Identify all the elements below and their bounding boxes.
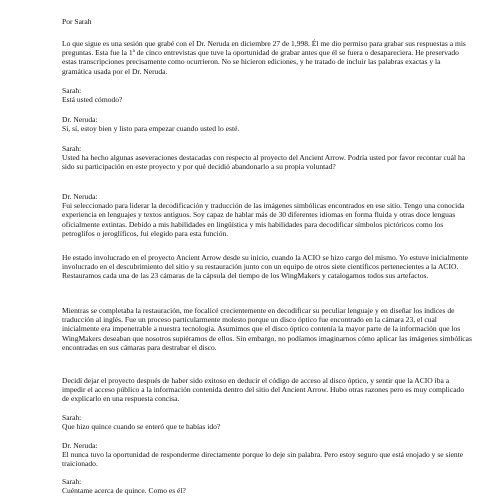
- dialogue-text: Cuéntame acerca de quince. Como es él?: [62, 486, 186, 496]
- dialogue-paragraph: Decidí dejar el proyecto después de haber sido exitoso en deducir el código de acceso al disco óptico, y sentir que la ACIO iba a impedir el acceso público a la información contenida dentro del sitio del Ancient Arrow. Hubo otras razones pero es muy complicado de explicarlo en una respuesta concisa.: [62, 376, 465, 404]
- dialogue-text: Fui seleccionado para liderar la decodificación y traducción de las imágenes simbólicas encontrados en ese sitio. Tengo una conocida experiencia en lenguajes y textos antiguos. Soy capaz de hablar más de 30 diferentes idiomas en forma fluida y otras doce lenguas oficialmente extintas. Debido a mis habilidades en lingüística y mis habilidades para decodificar símbolos pictóricos como los petroglifos o jeroglíficos, fui elegido para esta función.: [62, 201, 465, 238]
- speaker-label: Dr. Neruda:: [62, 115, 98, 124]
- speaker-label: Dr. Neruda:: [62, 192, 98, 201]
- dialogue-text: El nunca tuvo la oportunidad de responderme directamente porque lo deje sin palabra. Pero estoy seguro que está enojado y se siente traicionado.: [62, 450, 464, 469]
- dialogue-turn: [62, 144, 472, 172]
- dialogue-turn: [62, 413, 472, 431]
- dialogue-text: Usted ha hecho algunas aseveraciones destacadas con respecto al proyecto del Ancient Arrow. Podría usted por favor recontar cuál ha sido su participación en este proyecto y por qué decidió abandonarlo a su propia voluntad?: [62, 153, 466, 172]
- byline: Por Sarah: [62, 17, 92, 26]
- dialogue-paragraph: He estado involucrado en el proyecto Ancient Arrow desde su inicio, cuando la ACIO se hizo cargo del mismo. Yo estuve inicialmente involucrado en el descubrimiento del sitio y su restauración junto con un equipo de otros siete científicos pertenecientes a la ACIO. Restauramos cada una de las 23 cámaras de la cápsula del tiempo de los WingMakers y catalogamos todos sus artefactos.: [62, 253, 469, 281]
- dialogue-text: Sí, sí, estoy bien y listo para empezar cuando usted lo esté.: [62, 124, 240, 134]
- dialogue-turn: [62, 441, 472, 469]
- speaker-label: Dr. Neruda:: [62, 441, 98, 450]
- speaker-label: Sarah:: [62, 86, 82, 95]
- speaker-label: Sarah:: [62, 477, 82, 486]
- dialogue-turn: [62, 115, 472, 133]
- dialogue-turn: [62, 192, 472, 238]
- dialogue-paragraph: Mientras se completaba la restauración, me focalicé crecientemente en decodificar su peculiar lenguaje y en diseñar los índices de traducción al inglés. Fue un proceso particularmente molesto porque un disco óptico fue encontrado en la cámara 23, el cual inicialmente era impenetrable a nuestra tecnología. Asumimos que el disco óptico contenía la mayor parte de la información que los WingMakers deseaban que nosotros supiéramos de ellos. Sin embargo, no podíamos imaginarnos cómo aplicar las imágenes simbólicas encontradas en sus cámaras para destrabar el disco.: [62, 306, 472, 352]
- dialogue-turn: [62, 477, 472, 495]
- dialogue-turn: [62, 86, 472, 104]
- dialogue-text: Está usted cómodo?: [62, 95, 123, 105]
- speaker-label: Sarah:: [62, 144, 82, 153]
- dialogue-text: Que hizo quince cuando se enteró que te habías ido?: [62, 422, 221, 432]
- speaker-label: Sarah:: [62, 413, 82, 422]
- intro-paragraph: Lo que sigue es una sesión que grabé con el Dr. Neruda en diciembre 27 de 1,998. Él me dio permiso para grabar sus respuestas a mis preguntas. Esta fue la 1ª de cinco entrevistas que tuve la oportunidad de grabar antes que él se fuera o desapareciera. He preservado estas transcripciones precisamente como ocurrieron. No se hicieron ediciones, y he tratado de incluir las palabras exactas y la gramática usada por el Dr. Neruda.: [62, 39, 466, 76]
